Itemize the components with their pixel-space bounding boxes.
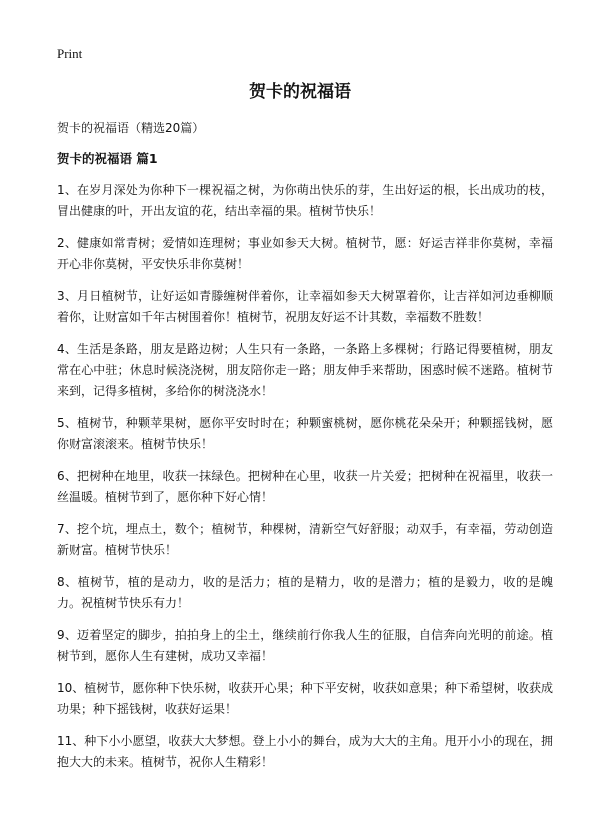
blessing-item: 3、月日植树节，让好运如青滕缠树伴着你，让幸福如参天大树罩着你，让吉祥如河边垂柳顺着你，让财富如千年古树围着你！植树节，祝朋友好运不计其数，幸福数不胜数！ (57, 289, 553, 324)
print-label: Print (57, 46, 83, 61)
blessing-item: 7、挖个坑，埋点土，数个；植树节，种棵树，清新空气好舒服；动双手，有幸福，劳动创造新财富。植树节快乐！ (57, 522, 553, 557)
blessing-item: 4、生活是条路，朋友是路边树；人生只有一条路，一条路上多棵树；行路记得要植树，朋友常在心中驻；休息时候浇浇树，朋友陪你走一路；朋友伸手来帮助，困惑时候不迷路。植树节来到，记得多植树，多给你的树浇浇水！ (57, 342, 553, 398)
blessing-item: 8、植树节，植的是动力，收的是活力；植的是精力，收的是潜力；植的是毅力，收的是魄力。祝植树节快乐有力！ (57, 575, 553, 610)
blessing-item: 2、健康如常青树；爱情如连理树；事业如参天大树。植树节，愿：好运吉祥非你莫树，幸福开心非你莫树，平安快乐非你莫树！ (57, 236, 553, 271)
blessing-item: 1、在岁月深处为你种下一棵祝福之树，为你萌出快乐的芽，生出好运的根，长出成功的枝，冒出健康的叶，开出友谊的花，结出幸福的果。植树节快乐！ (57, 183, 553, 218)
document-title: 贺卡的祝福语 (249, 82, 351, 102)
blessing-item: 11、种下小小愿望，收获大大梦想。登上小小的舞台，成为大大的主角。甩开小小的现在，拥抱大大的未来。植树节，祝你人生精彩！ (57, 734, 553, 769)
blessing-item: 6、把树种在地里，收获一抹绿色。把树种在心里，收获一片关爱；把树种在祝福里，收获一丝温暖。植树节到了，愿你种下好心情！ (57, 469, 553, 504)
blessing-item: 5、植树节，种颗苹果树，愿你平安时时在；种颗蜜桃树，愿你桃花朵朵开；种颗摇钱树，愿你财富滚滚来。植树节快乐！ (57, 416, 553, 451)
blessing-list (57, 180, 553, 784)
blessing-item: 9、迈着坚定的脚步，拍拍身上的尘土，继续前行你我人生的征服，自信奔向光明的前途。植树节到，愿你人生有建树，成功又幸福！ (57, 628, 553, 663)
document-subtitle: 贺卡的祝福语（精选20篇） (57, 121, 205, 135)
section-heading: 贺卡的祝福语 篇1 (57, 151, 158, 166)
blessing-item: 10、植树节，愿你种下快乐树，收获开心果；种下平安树，收获如意果；种下希望树，收获成功果；种下摇钱树，收获好运果！ (57, 681, 553, 716)
